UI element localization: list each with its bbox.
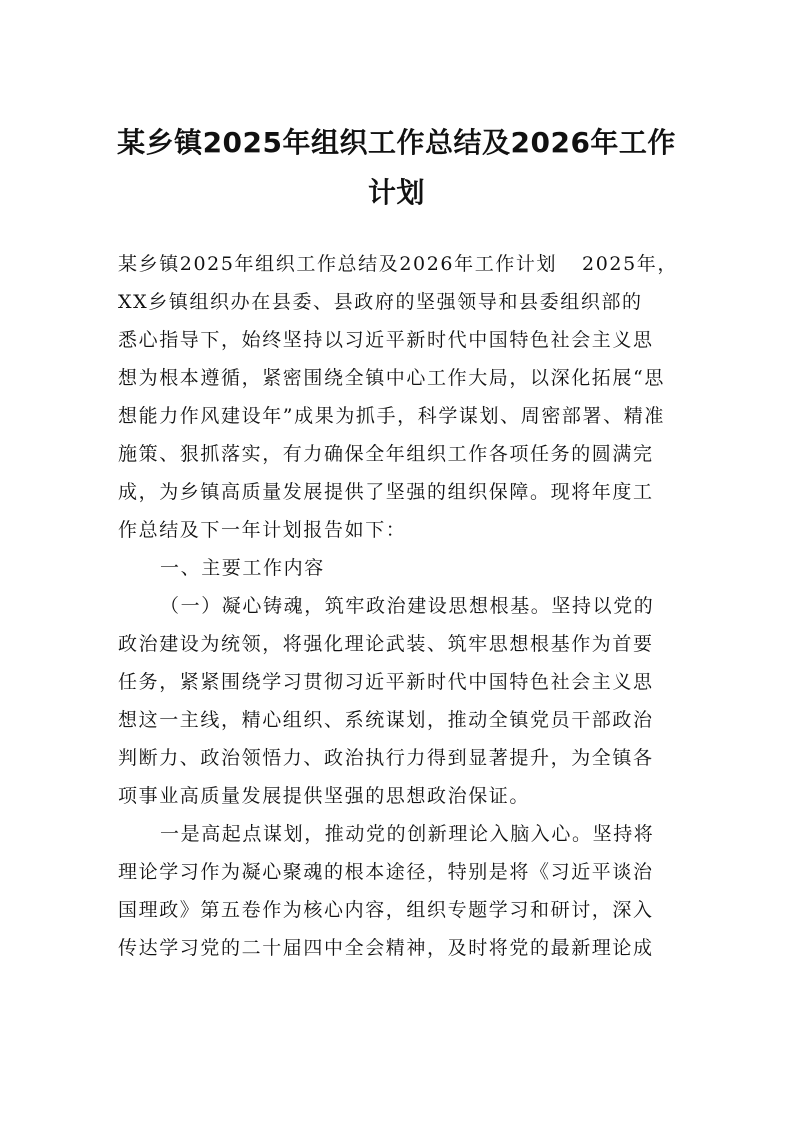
document-title-line-2: 计划 — [367, 176, 425, 209]
document-title-line-1: 某乡镇2025年组织工作总结及2026年工作 — [117, 126, 676, 159]
body-line: 国理政》第五卷作为核心内容，组织专题学习和研讨，深入 — [118, 899, 654, 921]
body-line: 施策、狠抓落实，有力确保全年组织工作各项任务的圆满完 — [118, 443, 654, 465]
body-line: 判断力、政治领悟力、政治执行力得到显著提升，为全镇各 — [118, 747, 654, 769]
section-heading: 一、主要工作内容 — [160, 557, 325, 579]
subsection-first-line: （一）凝心铸魂，筑牢政治建设思想根基。坚持以党的 — [160, 595, 655, 617]
body-line: 成，为乡镇高质量发展提供了坚强的组织保障。现将年度工 — [118, 481, 654, 503]
body-line: 政治建设为统领，将强化理论武装、筑牢思想根基作为首要 — [118, 633, 654, 655]
body-line: 悉心指导下，始终坚持以习近平新时代中国特色社会主义思 — [118, 329, 654, 351]
body-line: 传达学习党的二十届四中全会精神，及时将党的最新理论成 — [118, 937, 654, 959]
body-line: 任务，紧紧围绕学习贯彻习近平新时代中国特色社会主义思 — [118, 671, 654, 693]
body-line: 作总结及下一年计划报告如下： — [118, 519, 407, 541]
intro-year-text: 2025年， — [582, 253, 678, 275]
intro-lead-text: 某乡镇2025年组织工作总结及2026年工作计划 — [118, 253, 558, 275]
body-line: 想能力作风建设年”成果为抓手，科学谋划、周密部署、精准 — [118, 405, 665, 427]
body-line: 想为根本遵循，紧密围绕全镇中心工作大局，以深化拓展“思 — [118, 367, 665, 389]
body-line: 想这一主线，精心组织、系统谋划，推动全镇党员干部政治 — [118, 709, 654, 731]
point-first-line: 一是高起点谋划，推动党的创新理论入脑入心。坚持将 — [160, 823, 655, 845]
body-line: 理论学习作为凝心聚魂的根本途径，特别是将《习近平谈治 — [118, 861, 654, 883]
intro-first-line — [118, 252, 678, 276]
body-line: XX乡镇组织办在县委、县政府的坚强领导和县委组织部的 — [118, 291, 643, 313]
body-line: 项事业高质量发展提供坚强的思想政治保证。 — [118, 785, 531, 807]
